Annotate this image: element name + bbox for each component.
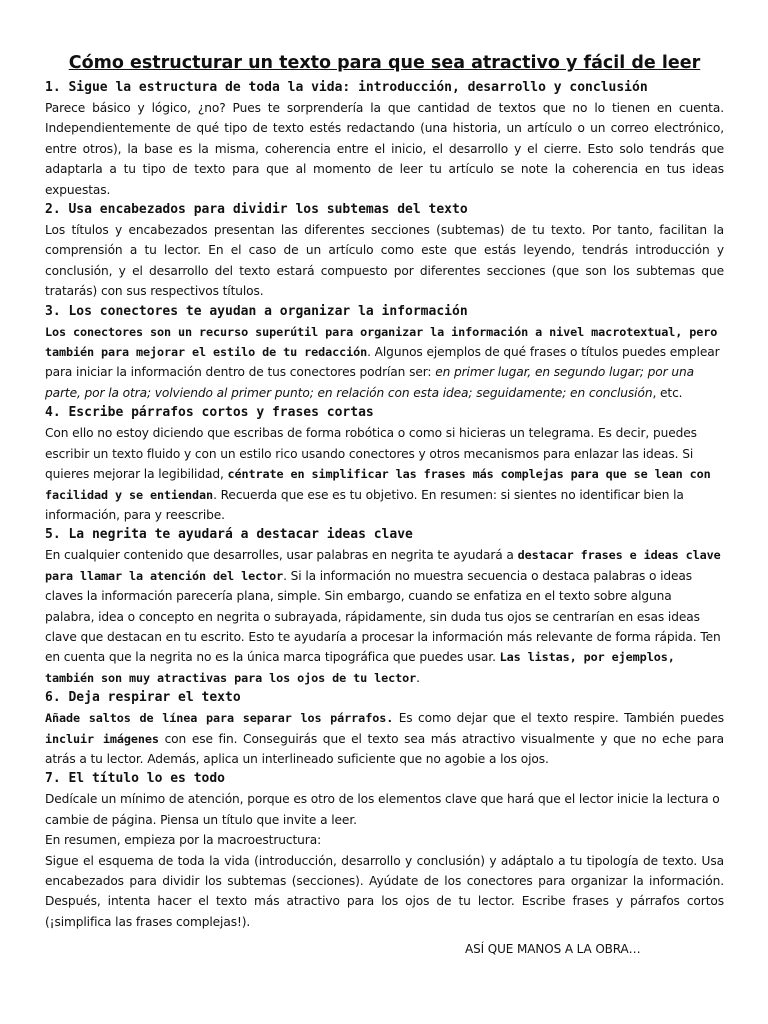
section-6-paragraph	[45, 708, 724, 769]
section-7-heading: 7. El título lo es todo	[45, 771, 226, 787]
section-4-text: Con ello no estoy diciendo que escribas de forma robótica o como si hicieras un telegrama. Es decir, puedes escribir un texto fluido y con un estilo rico usando conectores y otros mecanismos para enlazar las ideas. Si quieres mejorar la legibilidad,	[45, 426, 697, 482]
section-4-bold-text: céntrate en simplificar las frases más complejas para que se lean con facilidad y se entiendan	[45, 467, 711, 502]
section-7-text: Dedícale un mínimo de atención, porque es otro de los elementos clave que hará que el lector inicie la lectura o cambie de página. Piensa un título que invite a leer.	[45, 792, 720, 827]
section-3-text-end: , etc.	[652, 385, 683, 400]
section-1-paragraph	[45, 98, 724, 200]
section-3-text: . Algunos ejemplos de qué frases o títulos puedes emplear para iniciar la información dentro de tus conectores podrían ser:	[45, 345, 720, 380]
section-6-heading: 6. Deja respirar el texto	[45, 690, 241, 706]
section-4-text-end: . Recuerda que ese es tu objetivo. En resumen: si sientes no identificar bien la información, para y reescribe.	[45, 487, 684, 522]
section-4-heading: 4. Escribe párrafos cortos y frases cortas	[45, 405, 374, 421]
section-2-paragraph	[45, 220, 724, 302]
section-1-heading: 1. Sigue la estructura de toda la vida: introducción, desarrollo y conclusión	[45, 80, 648, 95]
section-5-bold-text: destacar frases e ideas clave para llamar la atención del lector	[45, 548, 721, 583]
section-5-paragraph	[45, 545, 724, 688]
closing-line: ASÍ QUE MANOS A LA OBRA…	[465, 942, 641, 957]
section-6-bold-text-2: incluir imágenes	[45, 731, 159, 746]
section-6-bold-text: Añade saltos de línea para separar los párrafos.	[45, 711, 394, 726]
section-3-heading: 3. Los conectores te ayudan a organizar la información	[45, 303, 468, 319]
section-2-text: Los títulos y encabezados presentan las diferentes secciones (subtemas) de tu texto. Por tanto, facilitan la comprensión a tu lector. En el caso de un artículo como este que estás leyendo, tendrás introducción y conclusión, y el desarrollo del texto estará compuesto por diferentes secciones (que son los subtemas que tratarás) con sus respectivos títulos.	[45, 223, 724, 299]
section-4-paragraph	[45, 423, 724, 525]
section-5-bold-text-2: Las listas, por ejemplos, también son muy atractivas para los ojos de tu lector	[45, 650, 675, 685]
summary-intro: En resumen, empieza por la macroestructura:	[45, 833, 322, 848]
section-6-text-end: con ese fin. Conseguirás que el texto sea más atractivo visualmente y que no eche para atrás a tu lector. Además, aplica un interlineado suficiente que no agobie a los ojos.	[45, 731, 724, 766]
section-3-paragraph	[45, 322, 724, 404]
section-7-paragraph	[45, 789, 724, 830]
section-5-text: En cualquier contenido que desarrolles, usar palabras en negrita te ayudará a	[45, 548, 518, 563]
section-5-text-middle: . Si la información no muestra secuencia o destaca palabras o ideas claves la información parecería plana, simple. Sin embargo, cuando se enfatiza en el texto sobre alguna palabra, idea o concepto en negrita o subrayada, rápidamente, sin duda tus ojos se centrarían en esas ideas clave que destacan en tu escrito. Esto te ayudaría a procesar la información más relevante de forma rápida. Ten en cuenta que la negrita no es la única marca tipográfica que puedes usar.	[45, 568, 721, 665]
document-title: Cómo estructurar un texto para que sea atractivo y fácil de leer	[68, 53, 701, 73]
section-5-heading: 5. La negrita te ayudará a destacar ideas clave	[45, 527, 413, 543]
summary-body: Sigue el esquema de toda la vida (introducción, desarrollo y conclusión) y adáptalo a tu tipología de texto. Usa encabezados para dividir los subtemas (secciones). Ayúdate de los conectores para organizar la información. Después, intenta hacer el texto más atractivo para los ojos de tu lector. Escribe frases y párrafos cortos (¡simplifica las frases complejas!).	[45, 853, 724, 929]
section-5-text-end: .	[416, 670, 420, 685]
section-3-italic-examples: en primer lugar, en segundo lugar; por una parte, por la otra; volviendo al primer punto; en relación con esta idea; seguidamente; en conclusión	[45, 365, 694, 400]
section-3-bold-text: Los conectores son un recurso superútil para organizar la información a nivel macrotextual, pero también para mejorar el estilo de tu redacción	[45, 324, 718, 360]
section-6-text: Es como dejar que el texto respire. También puedes	[393, 711, 724, 726]
section-1-text: Parece básico y lógico, ¿no? Pues te sorprendería la que cantidad de textos que no lo tienen en cuenta. Independientemente de qué tipo de texto estés redactando (una historia, un artículo o un correo electrónico, entre otros), la base es la misma, coherencia entre el inicio, el desarrollo y el cierre. Esto solo tendrás que adaptarla a tu tipo de texto para que al momento de leer tu artículo se note la coherencia en tus ideas expuestas.	[45, 101, 724, 197]
section-2-heading: 2. Usa encabezados para dividir los subtemas del texto	[45, 202, 468, 218]
